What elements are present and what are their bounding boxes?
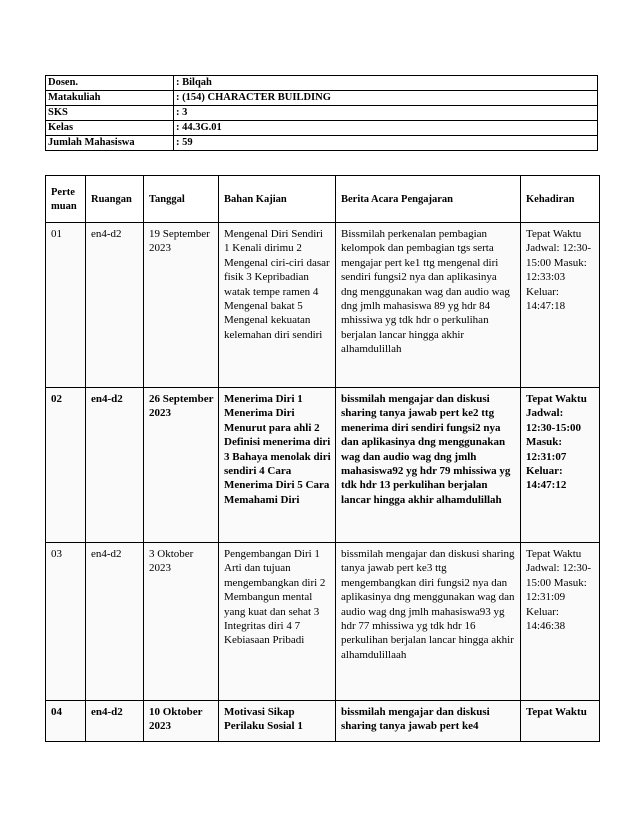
- cell-pertemuan: 01: [46, 223, 86, 388]
- cell-tanggal: 3 Oktober 2023: [144, 543, 219, 701]
- info-label: Dosen.: [46, 76, 174, 91]
- info-row-jumlah-mahasiswa: [46, 136, 598, 151]
- cell-bahan-kajian: Pengembangan Diri 1 Arti dan tujuan mengembangkan diri 2 Membangun mental yang kuat dan sehat 3 Integritas diri 4 7 Kebiasaan Pribadi: [219, 543, 336, 701]
- cell-tanggal: 10 Oktober 2023: [144, 701, 219, 742]
- header-tanggal: Tanggal: [144, 176, 219, 223]
- cell-ruangan: en4-d2: [86, 701, 144, 742]
- info-label: Matakuliah: [46, 91, 174, 106]
- info-value: : (154) CHARACTER BUILDING: [174, 91, 598, 106]
- table-row: [46, 701, 600, 742]
- info-row-dosen: [46, 76, 598, 91]
- header-ruangan: Ruangan: [86, 176, 144, 223]
- info-row-kelas: [46, 121, 598, 136]
- info-row-sks: [46, 106, 598, 121]
- info-value: : 59: [174, 136, 598, 151]
- cell-berita-acara: bissmilah mengajar dan diskusi sharing tanya jawab pert ke3 ttg mengembangkan diri fungsi2 nya dan aplikasinya dng menggunakan wag dan audio wag dng jmlh mahasiswa93 yg hdr 77 mhissiwa yg tdk hdr 16 perkulihan berjalan lancar hingga akhir alhamdulillaah: [336, 543, 521, 701]
- info-label: SKS: [46, 106, 174, 121]
- header-bahan-kajian: Bahan Kajian: [219, 176, 336, 223]
- info-label: Jumlah Mahasiswa: [46, 136, 174, 151]
- cell-tanggal: 19 September 2023: [144, 223, 219, 388]
- cell-berita-acara: bissmilah mengajar dan diskusi sharing tanya jawab pert ke2 ttg menerima diri sendiri fungsi2 nya dan aplikasinya dng menggunakan wag dan audio wag dng jmlh mahasiswa92 yg hdr 79 mhissiwa yg tdk hdr 13 perkulihan berjalan lancar hingga akhir alhamdulillah: [336, 388, 521, 543]
- cell-bahan-kajian: Mengenal Diri Sendiri 1 Kenali dirimu 2 Mengenal ciri-ciri dasar fisik 3 Kepribadian watak tempe ramen 4 Mengenal bakat 5 Mengenal kekuatan kelemahan diri sendiri: [219, 223, 336, 388]
- cell-ruangan: en4-d2: [86, 388, 144, 543]
- table-row: [46, 543, 600, 701]
- header-pertemuan: Perte muan: [46, 176, 86, 223]
- info-value: : 44.3G.01: [174, 121, 598, 136]
- cell-tanggal: 26 September 2023: [144, 388, 219, 543]
- info-label: Kelas: [46, 121, 174, 136]
- cell-pertemuan: 03: [46, 543, 86, 701]
- cell-pertemuan: 04: [46, 701, 86, 742]
- cell-bahan-kajian: Motivasi Sikap Perilaku Sosial 1: [219, 701, 336, 742]
- cell-kehadiran: Tepat Waktu: [521, 701, 600, 742]
- cell-ruangan: en4-d2: [86, 543, 144, 701]
- table-header-row: [46, 176, 600, 223]
- table-row: [46, 388, 600, 543]
- cell-kehadiran: Tepat Waktu Jadwal: 12:30-15:00 Masuk: 12:31:09 Keluar: 14:46:38: [521, 543, 600, 701]
- info-value: : Bilqah: [174, 76, 598, 91]
- table-row: [46, 223, 600, 388]
- course-info-table: [45, 75, 598, 151]
- cell-pertemuan: 02: [46, 388, 86, 543]
- cell-berita-acara: Bissmilah perkenalan pembagian kelompok dan pembagian tgs serta mengajar pert ke1 ttg mengenal diri sendiri fungsi2 nya dan aplikasinya dng menggunakan wag dan audio wag dng jmlh mahasiswa 89 yg hdr 84 mhissiwa yg tdk hdr o perkulihan berjalan lancar hingga akhir alhamdulillah: [336, 223, 521, 388]
- cell-bahan-kajian: Menerima Diri 1 Menerima Diri Menurut para ahli 2 Definisi menerima diri 3 Bahaya menolak diri sendiri 4 Cara Menerima Diri 5 Cara Memahami Diri: [219, 388, 336, 543]
- header-kehadiran: Kehadiran: [521, 176, 600, 223]
- info-value: : 3: [174, 106, 598, 121]
- cell-kehadiran: Tepat Waktu Jadwal: 12:30-15:00 Masuk: 12:33:03 Keluar: 14:47:18: [521, 223, 600, 388]
- info-row-matakuliah: [46, 91, 598, 106]
- cell-berita-acara: bissmilah mengajar dan diskusi sharing tanya jawab pert ke4: [336, 701, 521, 742]
- attendance-table: [45, 175, 600, 742]
- cell-ruangan: en4-d2: [86, 223, 144, 388]
- header-berita-acara: Berita Acara Pengajaran: [336, 176, 521, 223]
- cell-kehadiran: Tepat Waktu Jadwal: 12:30-15:00 Masuk: 12:31:07 Keluar: 14:47:12: [521, 388, 600, 543]
